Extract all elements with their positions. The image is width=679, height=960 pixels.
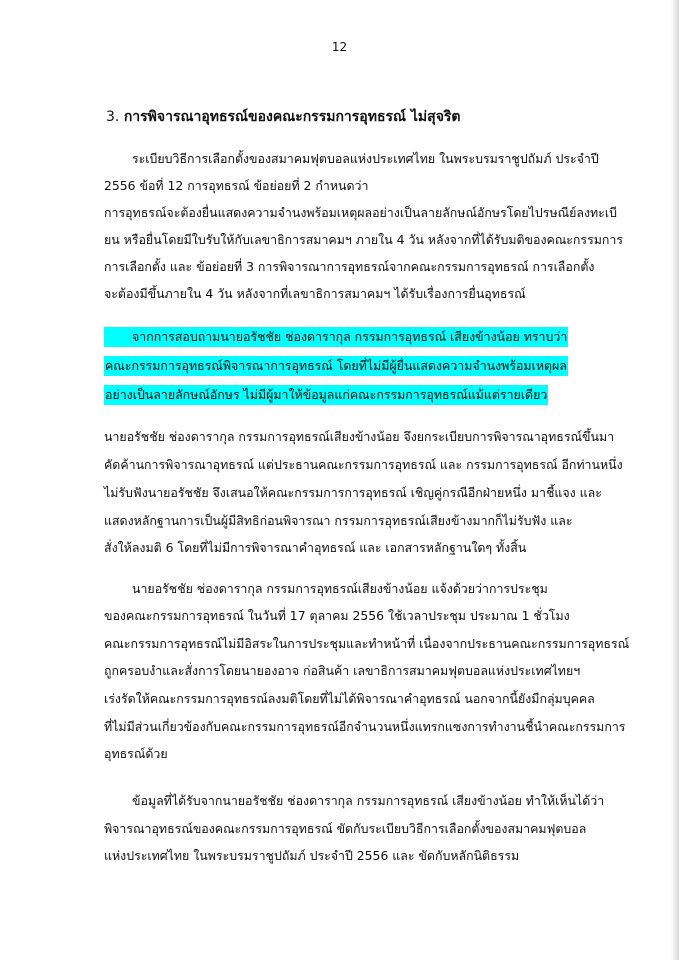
highlight-mark: จากการสอบถามนายอรัชชัย ช่องดารากุล กรรมการอุทธรณ์ เสียงข้างน้อย ทราบว่า [104, 327, 568, 347]
paragraph-line: คณะกรรมการอุทธรณ์ไม่มีอิสระในการประชุมและทำหน้าที่ เนื่องจากประธานคณะกรรมการอุทธรณ์ [104, 636, 630, 651]
paragraph-line: การเลือกตั้ง และ ข้อย่อยที่ 3 การพิจารณาการอุทธรณ์จากคณะกรรมการอุทธรณ์ การเลือกตั้ง [104, 259, 595, 274]
section-number: 3. [106, 109, 120, 125]
paragraph-line: 2556 ข้อที่ 12 การอุทธรณ์ ข้อย่อยที่ 2 กำหนดว่า [104, 178, 369, 193]
paragraph-line: แห่งประเทศไทย ในพระบรมราชูปถัมภ์ ประจำปี 2556 และ ขัดกับหลักนิติธรรม [104, 848, 520, 863]
paragraph-line: ถูกครอบงำและสั่งการโดยนายองอาจ ก่อสินค้า เลขาธิการสมาคมฟุตบอลแห่งประเทศไทยฯ [104, 663, 581, 678]
paragraph-line: นายอรัชชัย ช่องดารากุล กรรมการอุทธรณ์เสียงข้างน้อย แจ้งด้วยว่าการประชุม [132, 581, 548, 596]
paragraph-line: เร่งรัดให้คณะกรรมการอุทธรณ์ลงมติโดยที่ไม่ได้พิจารณาคำอุทธรณ์ นอกจากนี้ยังมีกลุ่มบุคคล [104, 691, 595, 706]
highlighted-line [104, 328, 568, 346]
paragraph-line: ระเบียบวิธีการเลือกตั้งของสมาคมฟุตบอลแห่งประเทศไทย ในพระบรมราชูปถัมภ์ ประจำปี [132, 151, 599, 166]
paragraph-line: ไม่รับฟังนายอรัชชัย จึงเสนอให้คณะกรรมการการอุทธรณ์ เชิญคู่กรณีอีกฝ่ายหนึ่ง มาชี้แจง และ [104, 485, 602, 500]
page-number: 12 [331, 40, 348, 54]
highlight-mark: อย่างเป็นลายลักษณ์อักษร ไม่มีผู้มาให้ข้อมูลแก่คณะกรรมการอุทธรณ์แม้แต่รายเดียว [104, 385, 548, 405]
highlighted-line [104, 386, 548, 404]
paragraph-line: สั่งให้ลงมติ 6 โดยที่ไม่มีการพิจารณาคำอุทธรณ์ และ เอกสารหลักฐานใดๆ ทั้งสิ้น [104, 540, 527, 555]
section-title: การพิจารณาอุทธรณ์ของคณะกรรมการอุทธรณ์ ไม่สุจริต [123, 109, 461, 125]
paragraph-line: แสดงหลักฐานการเป็นผู้มีสิทธิก่อนพิจารณา กรรมการอุทธรณ์เสียงข้างมากก็ไม่รับฟัง และ [104, 513, 573, 528]
paragraph-line: ของคณะกรรมการอุทธรณ์ ในวันที่ 17 ตุลาคม 2556 ใช้เวลาประชุม ประมาณ 1 ชั่วโมง [104, 608, 570, 623]
paragraph-line: การอุทธรณ์จะต้องยื่นแสดงความจำนงพร้อมเหตุผลอย่างเป็นลายลักษณ์อักษรโดยไปรษณีย์ลงทะเบี [104, 205, 617, 220]
page-edge-shadow [671, 0, 679, 960]
paragraph-line: จะต้องมีขึ้นภายใน 4 วัน หลังจากที่เลขาธิการสมาคมฯ ได้รับเรื่องการยื่นอุทธรณ์ [104, 286, 526, 301]
paragraph-line: ข้อมูลที่ได้รับจากนายอรัชชัย ช่องดารากุล กรรมการอุทธรณ์ เสียงข้างน้อย ทำให้เห็นได้ว่า [132, 793, 605, 808]
paragraph-line: คัดค้านการพิจารณาอุทธรณ์ แต่ประธานคณะกรรมการอุทธรณ์ และ กรรมการอุทธรณ์ อีกท่านหนึ่ง [104, 457, 623, 472]
paragraph-line: นายอรัชชัย ช่องดารากุล กรรมการอุทธรณ์เสียงข้างน้อย จึงยกระเบียบการพิจารณาอุทธรณ์ขึ้นมา [104, 429, 615, 444]
paragraph-line: ยน หรือยื่นโดยมีใบรับให้กับเลขาธิการสมาคมฯ ภายใน 4 วัน หลังจากที่ได้รับมติของคณะกรรมการ [104, 232, 624, 247]
highlight-mark: คณะกรรมการอุทธรณ์พิจารณาการอุทธรณ์ โดยที่ไม่มีผู้ยื่นแสดงความจำนงพร้อมเหตุผล [104, 356, 568, 376]
highlighted-line [104, 357, 568, 375]
paragraph-line: อุทธรณ์ด้วย [104, 746, 168, 761]
section-heading [106, 106, 461, 128]
paragraph-line: ที่ไม่มีส่วนเกี่ยวข้องกับคณะกรรมการอุทธรณ์อีกจำนวนหนึ่งแทรกแซงการทำงานชี้นำคณะกรรมการ [104, 719, 626, 734]
paragraph-line: พิจารณาอุทธรณ์ของคณะกรรมการอุทธรณ์ ขัดกับระเบียบวิธีการเลือกตั้งของสมาคมฟุตบอล [104, 821, 587, 836]
